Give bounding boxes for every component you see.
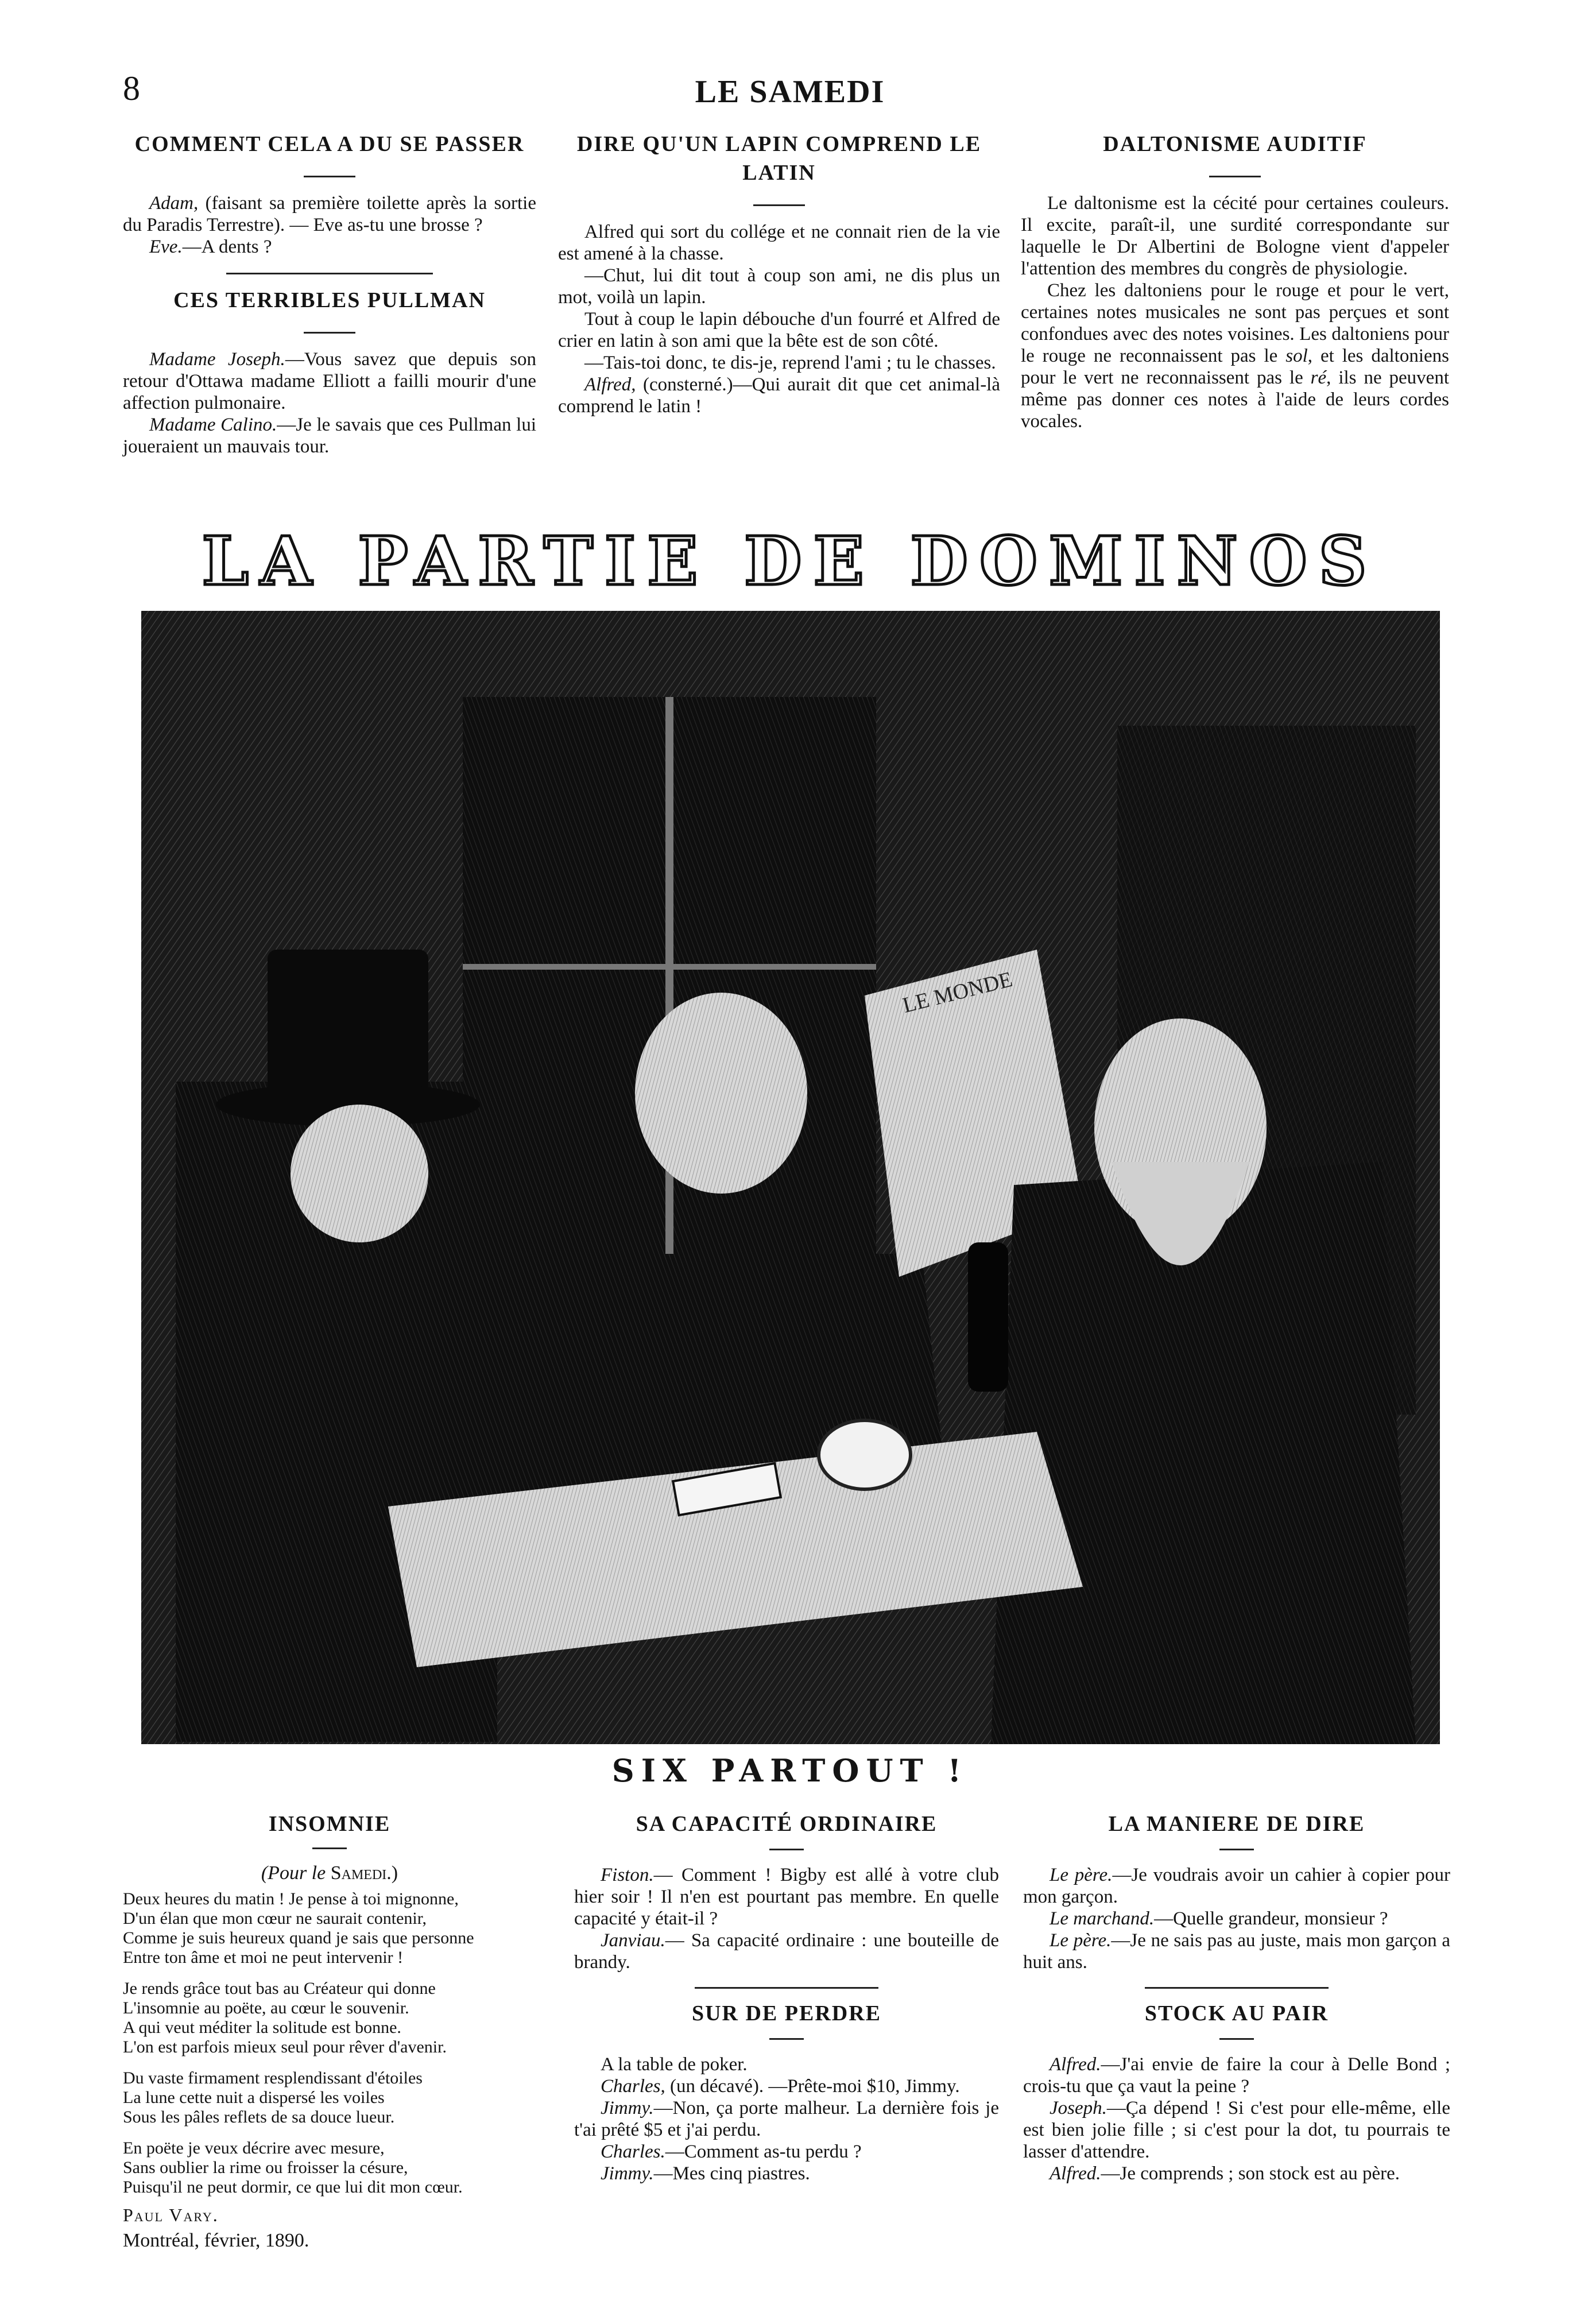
dialogue: —Non, ça porte malheur. La dernière fois je t'ai prêté $5 et j'ai perdu.	[574, 2098, 999, 2140]
speaker: Eve.	[149, 237, 183, 257]
dialogue: —Quelle grandeur, monsieur ?	[1154, 1908, 1388, 1929]
article-title: CES TERRIBLES PULLMAN	[173, 288, 486, 312]
dedication-prefix: (Pour le	[261, 1862, 331, 1884]
article-title: SA CAPACITÉ ORDINAIRE	[636, 1812, 938, 1836]
divider	[753, 204, 805, 206]
dialogue: (faisant sa première toilette après la sortie du Paradis Terrestre). — Eve as-tu une brosse ?	[123, 193, 536, 235]
verse: Sous les pâles reflets de sa douce lueur.	[123, 2108, 395, 2127]
paragraph	[1023, 2163, 1450, 2184]
dialogue: —Je ne sais pas au juste, mais mon garçon a huit ans.	[1023, 1930, 1450, 1973]
paragraph	[1023, 2097, 1450, 2163]
dialogue: —J'ai envie de faire la cour à Delle Bond ; crois-tu que ça vaut la peine ?	[1023, 2054, 1450, 2097]
paragraph	[1023, 1930, 1450, 1973]
paragraph	[1021, 280, 1449, 432]
dialogue: —A dents ?	[182, 237, 272, 257]
masthead: LE SAMEDI	[695, 74, 885, 110]
verse: D'un élan que mon cœur ne saurait contenir,	[123, 1909, 427, 1928]
paragraph	[574, 2054, 999, 2075]
text: Tout à coup le lapin débouche d'un fourré et Alfred de crier en latin à son ami que la bête est de son côté.	[558, 309, 1000, 351]
article-title: DIRE QU'UN LAPIN COMPREND LE LATIN	[576, 132, 982, 185]
divider	[769, 2038, 804, 2040]
speaker: Le marchand.	[1050, 1908, 1155, 1929]
divider	[1209, 176, 1261, 177]
paragraph	[558, 221, 1000, 265]
note-name: ré	[1310, 367, 1327, 388]
verse: Comme je suis heureux quand je sais que personne	[123, 1928, 474, 1947]
text: Le daltonisme est la cécité pour certaines couleurs. Il excite, paraît-il, une surdité correspondante sur laquelle le Dr Albertini de Bologne vient d'appeler l'attention des membres du congrès de physiologie.	[1021, 193, 1449, 279]
divider	[1219, 2038, 1254, 2040]
dialogue: —Je le savais que ces Pullman lui joueraient un mauvais tour.	[123, 415, 536, 457]
text: —Chut, lui dit tout à coup son ami, ne dis plus un mot, voilà un lapin.	[558, 265, 1000, 308]
paragraph	[558, 352, 1000, 374]
article-title: STOCK AU PAIR	[1144, 2001, 1329, 2025]
speaker: Jimmy.	[601, 2098, 654, 2118]
speaker: Madame Calino.	[149, 415, 277, 435]
verse: L'insomnie au poëte, au cœur le souvenir.	[123, 1998, 409, 2017]
dialogue: —Comment as-tu perdu ?	[665, 2141, 862, 2162]
illustration-caption: SIX PARTOUT !	[611, 1752, 969, 1789]
stanza	[123, 1979, 536, 2057]
paragraph	[123, 236, 536, 258]
paragraph	[574, 2097, 999, 2141]
divider	[304, 332, 355, 334]
paragraph	[574, 1864, 999, 1930]
page-number: 8	[123, 69, 140, 107]
dialogue: (un décavé). —Prête-moi $10, Jimmy.	[665, 2076, 960, 2097]
dedication-name: Samedi	[330, 1862, 387, 1884]
divider	[695, 1987, 878, 1989]
domino-game-engraving	[141, 611, 1440, 1744]
paragraph	[1023, 1864, 1450, 1908]
dialogue: —Vous savez que depuis son retour d'Ottawa madame Elliott a failli mourir d'une affection pulmonaire.	[123, 349, 536, 413]
note-name: sol	[1285, 346, 1308, 366]
divider	[226, 273, 433, 274]
text: A la table de poker.	[601, 2054, 748, 2075]
article-title: LA MANIERE DE DIRE	[1108, 1812, 1365, 1836]
article-title: SUR DE PERDRE	[691, 2001, 882, 2025]
paragraph	[574, 2075, 999, 2097]
verse: La lune cette nuit a dispersé les voiles	[123, 2088, 385, 2107]
speaker: Alfred.	[1050, 2054, 1101, 2075]
verse: Du vaste firmament resplendissant d'étoiles	[123, 2069, 423, 2087]
paragraph	[123, 414, 536, 458]
coffee-cup	[819, 1420, 911, 1489]
paragraph	[1023, 1908, 1450, 1930]
column-4	[123, 1810, 536, 2252]
speaker: Charles.	[601, 2141, 665, 2162]
text: , ils ne peuvent même pas donner ces notes à l'aide de leurs cordes vocales.	[1021, 367, 1449, 432]
face-middle-man	[635, 993, 807, 1194]
speaker: Le père.	[1050, 1865, 1113, 1885]
stanza	[123, 2139, 536, 2197]
dialogue: —Mes cinq piastres.	[653, 2163, 810, 2184]
paragraph	[574, 2141, 999, 2163]
dialogue: (consterné.)—Qui aurait dit que cet animal-là comprend le latin !	[558, 374, 1000, 417]
place-date: Montréal, février, 1890.	[123, 2230, 309, 2251]
divider	[1145, 1987, 1329, 1989]
text: —Tais-toi donc, te dis-je, reprend l'ami ; tu le chasses.	[584, 353, 996, 373]
verse: Entre ton âme et moi ne peut intervenir !	[123, 1948, 404, 1967]
stanza	[123, 2069, 536, 2127]
verse: L'on est parfois mieux seul pour rêver d'avenir.	[123, 2038, 447, 2056]
speaker: Le père.	[1050, 1930, 1112, 1951]
signature: Paul Vary.	[123, 2205, 219, 2225]
stanza	[123, 1889, 536, 1967]
verse: Je rends grâce tout bas au Créateur qui donne	[123, 1979, 436, 1998]
speaker: Adam,	[149, 193, 199, 214]
dialogue: —Ça dépend ! Si c'est pour elle-même, elle est bien jolie fille ; si c'est pour la dot, tu pourrais te lasser d'attendre.	[1023, 2098, 1450, 2162]
speaker: Charles,	[601, 2076, 665, 2097]
speaker: Fiston.	[601, 1865, 654, 1885]
verse: Puisqu'il ne peut dormir, ce que lui dit mon cœur.	[123, 2178, 463, 2197]
speaker: Alfred.	[1050, 2163, 1101, 2184]
dedication	[123, 1862, 536, 1885]
dialogue: —Je comprends ; son stock est au père.	[1101, 2163, 1400, 2184]
verse: Deux heures du matin ! Je pense à toi mignonne,	[123, 1889, 459, 1908]
newspaper-masthead: LE MONDE	[900, 967, 1015, 1018]
speaker: Jimmy.	[601, 2163, 654, 2184]
paragraph	[558, 308, 1000, 352]
verse: Sans oublier la rime ou froisser la césure,	[123, 2158, 408, 2177]
dialogue: — Sa capacité ordinaire : une bouteille de brandy.	[574, 1930, 999, 1973]
top-hat	[268, 950, 428, 1105]
column-2	[558, 130, 1000, 417]
divider	[769, 1849, 804, 1850]
paragraph	[1021, 192, 1449, 280]
verse: En poëte je veux décrire avec mesure,	[123, 2139, 385, 2158]
divider	[304, 176, 355, 177]
verse: A qui veut méditer la solitude est bonne.	[123, 2018, 401, 2037]
speaker: Alfred,	[584, 374, 636, 395]
dialogue: —Je voudrais avoir un cahier à copier pour mon garçon.	[1023, 1865, 1450, 1907]
paragraph	[558, 265, 1000, 308]
speaker: Joseph.	[1050, 2098, 1107, 2118]
paragraph	[123, 348, 536, 414]
paragraph	[123, 192, 536, 236]
divider	[1219, 1849, 1254, 1850]
feature-title: LA PARTIE DE DOMINOS	[202, 522, 1378, 601]
bottle	[968, 1242, 1008, 1392]
column-6	[1023, 1810, 1450, 2184]
paragraph	[574, 1930, 999, 1973]
paragraph	[1023, 2054, 1450, 2097]
speaker: Janviau.	[601, 1930, 665, 1951]
face-left-man	[291, 1105, 428, 1242]
poem-title: INSOMNIE	[268, 1812, 391, 1836]
divider	[312, 1847, 347, 1849]
dedication-suffix: .)	[386, 1862, 398, 1884]
text: Alfred qui sort du collége et ne connait rien de la vie est amené à la chasse.	[558, 222, 1000, 264]
column-5	[574, 1810, 999, 2184]
article-title: DALTONISME AUDITIF	[1103, 132, 1367, 156]
speaker: Madame Joseph.	[149, 349, 285, 370]
article-title: COMMENT CELA A DU SE PASSER	[134, 132, 525, 156]
paragraph	[558, 374, 1000, 417]
column-3	[1021, 130, 1449, 432]
text: Chez les daltoniens pour le rouge et pour le vert, certaines notes musicales ne sont pas perçues et sont confondues avec des notes voisines. Les daltoniens pour le rouge ne reconnaissent pas le	[1021, 280, 1449, 366]
text: , et les daltoniens pour le vert ne reconnaissent pas le	[1021, 346, 1449, 388]
dialogue: — Comment ! Bigby est allé à votre club hier soir ! Il n'en est pourtant pas membre. En quelle capacité y était-il ?	[574, 1865, 999, 1929]
paragraph	[574, 2163, 999, 2184]
column-1	[123, 130, 536, 458]
